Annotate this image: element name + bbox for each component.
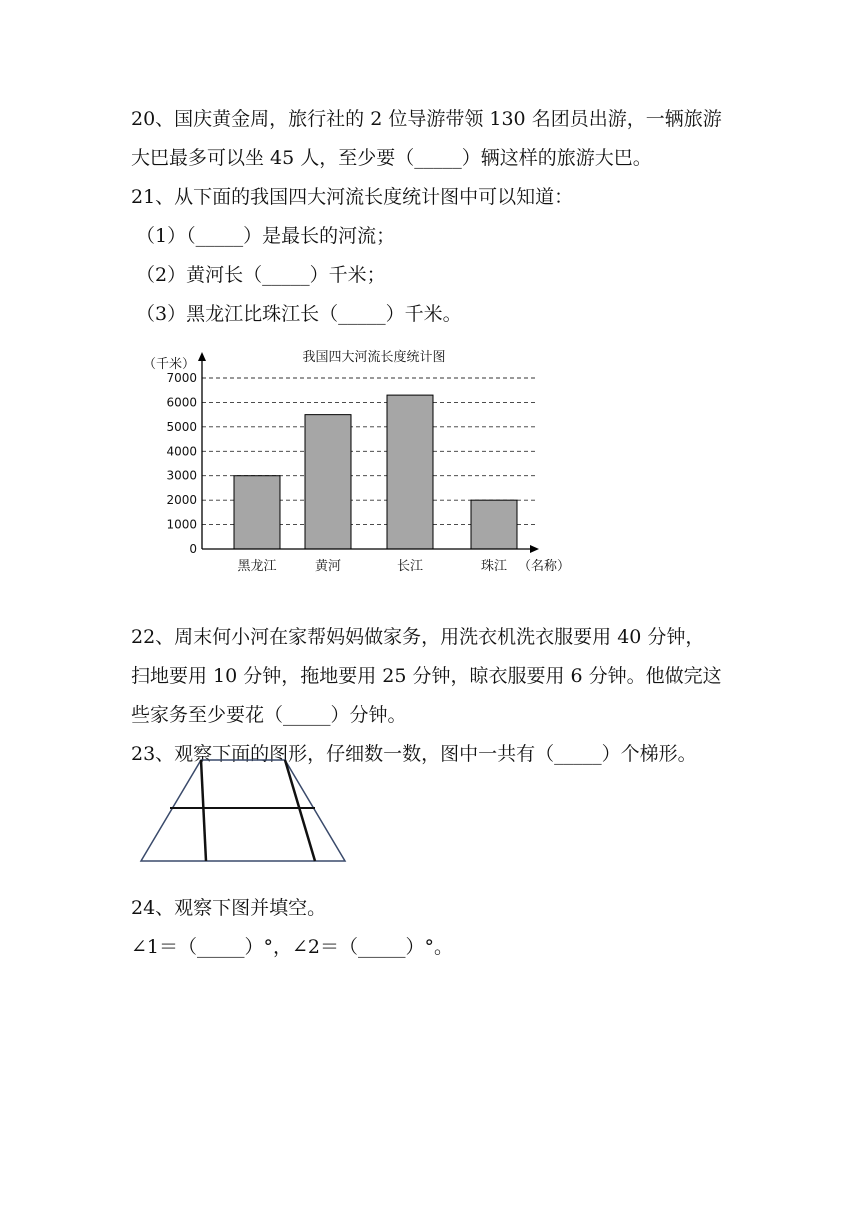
chart-x-axis-arrow [530,545,539,553]
q22-line-2: 扫地要用 10 分钟，拖地要用 25 分钟，晾衣服要用 6 分钟。他做完这 [131,665,722,687]
chart-y-tick-label: 4000 [166,444,197,459]
chart-x-tick-label: 珠江 [480,559,508,574]
river-length-bar-chart [140,346,580,580]
q23-text: 23、观察下面的图形，仔细数一数，图中一共有（_____）个梯形。 [131,743,697,765]
chart-y-tick-label: 2000 [166,493,197,508]
q20-line-1: 20、国庆黄金周，旅行社的 2 位导游带领 130 名团员出游，一辆旅游 [131,108,722,130]
trapezoid-figure [138,758,350,866]
chart-y-tick-label: 3000 [166,468,197,483]
trapezoid-left-inner-line [201,760,206,861]
chart-title: 我国四大河流长度统计图 [302,350,446,365]
chart-y-tick-label: 7000 [166,371,197,385]
chart-bars [234,395,517,549]
chart-bar [387,395,433,549]
q24-blanks: ∠1＝（_____）°，∠2＝（_____）°。 [131,936,454,958]
q21-sub-2: （2）黄河长（_____）千米； [136,264,386,286]
q22-line-3: 些家务至少要花（_____）分钟。 [131,704,407,726]
chart-y-tick-label: 5000 [166,419,197,434]
chart-x-axis-label: （名称） [518,559,571,574]
trapezoid-outline [141,760,345,861]
chart-x-tick-label: 黑龙江 [237,559,277,574]
q24-intro: 24、观察下图并填空。 [131,897,327,919]
q22-line-1: 22、周末何小河在家帮妈妈做家务，用洗衣机洗衣服要用 40 分钟， [131,626,705,648]
chart-x-tick-label: 长江 [396,559,424,574]
chart-x-tick-label: 黄河 [314,559,342,574]
q20-line-2: 大巴最多可以坐 45 人，至少要（_____）辆这样的旅游大巴。 [131,147,652,169]
q21-sub-3: （3）黑龙江比珠江长（_____）千米。 [136,303,462,325]
chart-y-axis-arrow [198,352,206,361]
chart-y-tick-label: 0 [189,542,197,556]
chart-y-axis-label: （千米） [143,357,196,372]
q21-sub-1: （1）（_____）是最长的河流； [136,225,396,247]
chart-bar [305,415,351,549]
q21-intro: 21、从下面的我国四大河流长度统计图中可以知道： [131,186,574,208]
trapezoid-right-inner-line [285,760,315,861]
chart-y-tick-label: 1000 [166,517,197,532]
chart-y-tick-label: 6000 [166,395,197,410]
chart-bar [471,500,517,549]
chart-bar [234,476,280,549]
